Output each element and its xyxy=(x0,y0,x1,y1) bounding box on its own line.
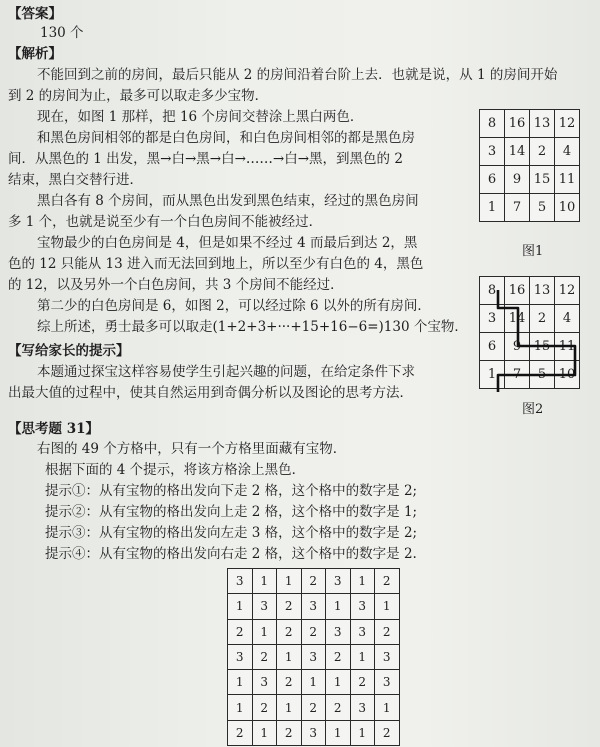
room-cell: 9 xyxy=(505,166,530,194)
grid-cell[interactable]: 3 xyxy=(301,720,326,745)
figure-1-grid xyxy=(479,109,580,222)
grid-cell[interactable]: 1 xyxy=(375,695,400,720)
answer-value: 130 个 xyxy=(40,25,84,41)
hint-2: 提示②：从有宝物的格出发向上走 2 格，这个格中的数字是 1; xyxy=(45,504,418,520)
grid-row xyxy=(228,670,400,695)
grid-row xyxy=(228,569,400,594)
grid-cell[interactable]: 2 xyxy=(252,644,277,669)
grid-cell[interactable]: 3 xyxy=(228,569,253,594)
room-cell: 11 xyxy=(555,166,580,194)
room-cell: 4 xyxy=(555,138,580,166)
hint-1: 提示①：从有宝物的格出发向下走 2 格，这个格中的数字是 2; xyxy=(45,483,418,499)
analysis-line: 色的 12 只能从 13 进入而无法回到地上，所以至少有白色的 4，黑色 xyxy=(8,256,424,272)
grid-cell[interactable]: 2 xyxy=(277,720,302,745)
room-cell: 5 xyxy=(530,361,555,389)
room-cell: 10 xyxy=(555,361,580,389)
grid-cell[interactable]: 3 xyxy=(252,670,277,695)
room-cell: 1 xyxy=(480,194,505,222)
treasure-grid[interactable] xyxy=(227,568,400,746)
grid-cell[interactable]: 2 xyxy=(375,619,400,644)
grid-cell[interactable]: 2 xyxy=(375,569,400,594)
room-cell: 13 xyxy=(530,110,555,138)
grid-cell[interactable]: 3 xyxy=(350,695,375,720)
grid-cell[interactable]: 2 xyxy=(277,670,302,695)
grid-cell[interactable]: 2 xyxy=(375,720,400,745)
grid-cell[interactable]: 1 xyxy=(228,695,253,720)
room-cell: 1 xyxy=(480,361,505,389)
grid-cell[interactable]: 1 xyxy=(252,569,277,594)
parents-line: 本题通过探宝这样容易使学生引起兴趣的问题，在给定条件下求 xyxy=(37,364,415,380)
analysis-line: 第二少的白色房间是 6，如图 2，可以经过除 6 以外的所有房间． xyxy=(37,298,431,314)
grid-cell[interactable]: 1 xyxy=(228,670,253,695)
analysis-line: 和黑色房间相邻的都是白色房间，和白色房间相邻的都是黑色房 xyxy=(37,130,415,146)
analysis-line: 综上所述，勇士最多可以取走(1+2+3+···+15+16−6=)130 个宝物． xyxy=(37,319,468,335)
answer-header: 【答案】 xyxy=(8,6,62,22)
room-cell: 10 xyxy=(555,194,580,222)
grid-cell[interactable]: 2 xyxy=(277,594,302,619)
analysis-line: 不能回到之前的房间，最后只能从 2 的房间沿着台阶上去．也就是说，从 1 的房间开始 xyxy=(37,67,558,83)
room-cell: 7 xyxy=(505,361,530,389)
analysis-line: 结束，黑白交替行进． xyxy=(8,172,143,188)
grid-cell[interactable]: 2 xyxy=(301,619,326,644)
analysis-line: 多 1 个，也就是说至少有一个白色房间不能被经过． xyxy=(8,214,323,230)
grid-cell[interactable]: 1 xyxy=(252,619,277,644)
think-header: 【思考题 31】 xyxy=(8,421,99,437)
analysis-line: 现在，如图 1 那样，把 16 个房间交替涂上黑白两色． xyxy=(37,109,364,125)
grid-cell[interactable]: 1 xyxy=(375,594,400,619)
room-cell: 13 xyxy=(530,277,555,305)
analysis-line: 间．从黑色的 1 出发，黑→白→黑→白→……→白→黑，到黑色的 2 xyxy=(8,151,403,167)
grid-cell[interactable]: 1 xyxy=(277,644,302,669)
room-cell: 15 xyxy=(530,333,555,361)
grid-row xyxy=(480,138,580,166)
room-cell: 9 xyxy=(505,333,530,361)
grid-cell[interactable]: 3 xyxy=(301,644,326,669)
grid-cell[interactable]: 1 xyxy=(277,569,302,594)
room-cell: 16 xyxy=(505,277,530,305)
grid-cell[interactable]: 3 xyxy=(301,594,326,619)
grid-cell[interactable]: 3 xyxy=(350,619,375,644)
grid-cell[interactable]: 2 xyxy=(301,569,326,594)
room-cell: 2 xyxy=(530,305,555,333)
grid-cell[interactable]: 2 xyxy=(252,695,277,720)
figure-2-grid xyxy=(479,276,580,389)
grid-row xyxy=(480,166,580,194)
room-cell: 14 xyxy=(505,305,530,333)
grid-cell[interactable]: 2 xyxy=(326,695,351,720)
analysis-line: 黑白各有 8 个房间，而从黑色出发到黑色结束，经过的黑色房间 xyxy=(37,193,419,209)
grid-row xyxy=(480,110,580,138)
grid-cell[interactable]: 1 xyxy=(326,670,351,695)
grid-row xyxy=(228,695,400,720)
room-cell: 4 xyxy=(555,305,580,333)
analysis-header: 【解析】 xyxy=(8,46,62,62)
think-line: 右图的 49 个方格中，只有一个方格里面藏有宝物． xyxy=(37,441,347,457)
hint-4: 提示④：从有宝物的格出发向右走 2 格，这个格中的数字是 2. xyxy=(45,546,417,562)
grid-cell[interactable]: 1 xyxy=(228,594,253,619)
room-cell: 14 xyxy=(505,138,530,166)
room-cell: 8 xyxy=(480,110,505,138)
grid-cell[interactable]: 1 xyxy=(350,569,375,594)
analysis-line: 到 2 的房间为止，最多可以取走多少宝物． xyxy=(8,88,269,104)
room-cell: 15 xyxy=(530,166,555,194)
grid-cell[interactable]: 1 xyxy=(277,695,302,720)
room-cell: 6 xyxy=(480,166,505,194)
grid-cell[interactable]: 3 xyxy=(326,619,351,644)
grid-cell[interactable]: 1 xyxy=(252,720,277,745)
room-cell: 8 xyxy=(480,277,505,305)
grid-cell[interactable]: 2 xyxy=(301,695,326,720)
grid-row xyxy=(480,333,580,361)
room-cell: 5 xyxy=(530,194,555,222)
hint-3: 提示③：从有宝物的格出发向左走 3 格，这个格中的数字是 2; xyxy=(45,525,418,541)
room-cell: 16 xyxy=(505,110,530,138)
grid-cell[interactable]: 3 xyxy=(375,670,400,695)
room-cell: 7 xyxy=(505,194,530,222)
grid-cell[interactable]: 2 xyxy=(277,619,302,644)
grid-cell[interactable]: 1 xyxy=(326,594,351,619)
grid-cell[interactable]: 3 xyxy=(228,644,253,669)
room-cell: 2 xyxy=(530,138,555,166)
figure-1-caption: 图1 xyxy=(522,244,544,259)
grid-cell[interactable]: 3 xyxy=(252,594,277,619)
room-cell: 3 xyxy=(480,305,505,333)
grid-row xyxy=(480,361,580,389)
grid-row xyxy=(228,644,400,669)
think-line: 根据下面的 4 个提示，将该方格涂上黑色． xyxy=(45,462,306,478)
figure-2-caption: 图2 xyxy=(522,402,544,417)
parents-header: 【写给家长的提示】 xyxy=(8,343,130,359)
grid-row xyxy=(228,720,400,745)
analysis-line: 的 12，以及另外一个白色房间，共 3 个房间不能经过． xyxy=(8,277,344,293)
room-cell: 12 xyxy=(555,110,580,138)
grid-cell[interactable]: 2 xyxy=(350,670,375,695)
room-cell: 12 xyxy=(555,277,580,305)
grid-row xyxy=(480,277,580,305)
room-cell: 6 xyxy=(480,333,505,361)
grid-cell[interactable]: 3 xyxy=(326,569,351,594)
grid-cell[interactable]: 1 xyxy=(350,644,375,669)
room-cell: 3 xyxy=(480,138,505,166)
grid-row xyxy=(228,619,400,644)
parents-line: 出最大值的过程中，使其自然运用到奇偶分析以及图论的思考方法． xyxy=(8,385,413,401)
grid-cell[interactable]: 1 xyxy=(301,670,326,695)
room-cell: 11 xyxy=(555,333,580,361)
grid-cell[interactable]: 3 xyxy=(350,594,375,619)
analysis-line: 宝物最少的白色房间是 4，但是如果不经过 4 而最后到达 2，黑 xyxy=(37,235,418,251)
grid-cell[interactable]: 2 xyxy=(228,619,253,644)
grid-cell[interactable]: 2 xyxy=(326,644,351,669)
grid-cell[interactable]: 3 xyxy=(375,644,400,669)
grid-cell[interactable]: 2 xyxy=(228,720,253,745)
grid-cell[interactable]: 1 xyxy=(326,720,351,745)
grid-row xyxy=(480,194,580,222)
grid-row xyxy=(228,594,400,619)
grid-row xyxy=(480,305,580,333)
grid-cell[interactable]: 1 xyxy=(350,720,375,745)
